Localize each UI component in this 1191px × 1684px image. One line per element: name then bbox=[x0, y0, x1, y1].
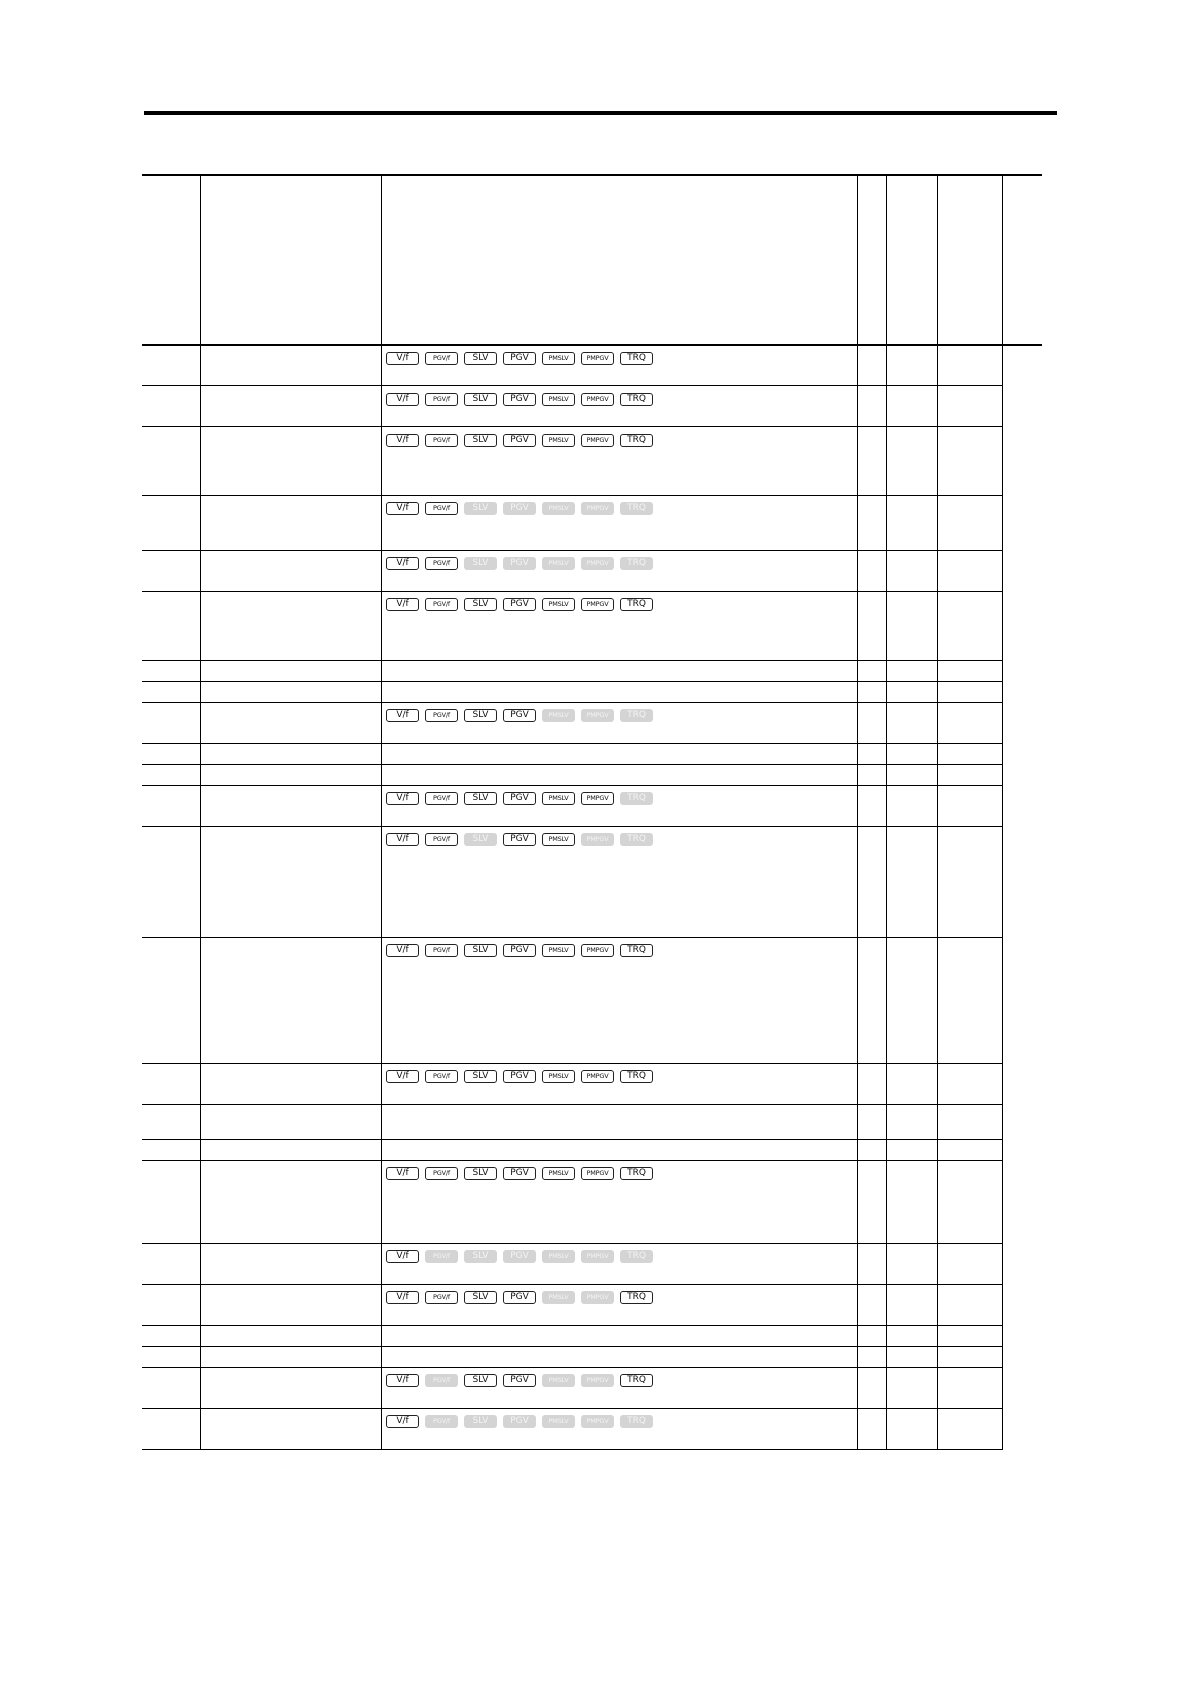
control-mode-badge: PGV bbox=[503, 833, 536, 846]
control-mode-badge: PMSLV bbox=[542, 1374, 575, 1387]
control-mode-badge: PMSLV bbox=[542, 709, 575, 722]
table-rule-horizontal bbox=[142, 1160, 1003, 1161]
control-mode-badges bbox=[386, 1250, 653, 1264]
control-mode-badge: PMSLV bbox=[542, 1250, 575, 1263]
control-mode-badge: V/f bbox=[386, 833, 419, 846]
control-mode-badge: PGV/f bbox=[425, 1167, 458, 1180]
control-mode-badge: V/f bbox=[386, 598, 419, 611]
table-rule-vertical bbox=[381, 174, 382, 1449]
control-mode-badge: TRQ bbox=[620, 502, 653, 515]
control-mode-badge: V/f bbox=[386, 557, 419, 570]
control-mode-badge: SLV bbox=[464, 1374, 497, 1387]
control-mode-badge: PGV/f bbox=[425, 792, 458, 805]
table-rule-horizontal bbox=[142, 681, 1003, 682]
control-mode-badge: PMPGV bbox=[581, 792, 614, 805]
table-rule-horizontal bbox=[142, 1104, 1003, 1105]
control-mode-badge: PGV bbox=[503, 502, 536, 515]
control-mode-badge: PMSLV bbox=[542, 352, 575, 365]
control-mode-badges bbox=[386, 502, 653, 516]
control-mode-badge: SLV bbox=[464, 1415, 497, 1428]
control-mode-badge: PMPGV bbox=[581, 393, 614, 406]
table-rule-horizontal bbox=[142, 1139, 1003, 1140]
control-mode-badge: PMPGV bbox=[581, 352, 614, 365]
control-mode-badge: PGV bbox=[503, 944, 536, 957]
control-mode-badge: PMSLV bbox=[542, 393, 575, 406]
table-rule-horizontal bbox=[142, 785, 1003, 786]
control-mode-badge: PMPGV bbox=[581, 944, 614, 957]
control-mode-badges bbox=[386, 944, 653, 958]
table-rule-horizontal bbox=[142, 591, 1003, 592]
control-mode-badge: TRQ bbox=[620, 1291, 653, 1304]
control-mode-badge: SLV bbox=[464, 1291, 497, 1304]
control-mode-badge: V/f bbox=[386, 393, 419, 406]
control-mode-badge: TRQ bbox=[620, 792, 653, 805]
control-mode-badge: TRQ bbox=[620, 1250, 653, 1263]
control-mode-badge: PMSLV bbox=[542, 502, 575, 515]
control-mode-badges bbox=[386, 1374, 653, 1388]
table-rule-vertical bbox=[1002, 344, 1003, 1449]
control-mode-badge: V/f bbox=[386, 434, 419, 447]
control-mode-badge: V/f bbox=[386, 1415, 419, 1428]
table-rule-horizontal bbox=[142, 1449, 1003, 1450]
table-rule-vertical bbox=[857, 174, 858, 1449]
control-mode-badge: PMSLV bbox=[542, 598, 575, 611]
table-rule-horizontal bbox=[381, 495, 943, 496]
control-mode-badge: V/f bbox=[386, 944, 419, 957]
control-mode-badge: PMPGV bbox=[581, 1291, 614, 1304]
control-mode-badges bbox=[386, 557, 653, 571]
control-mode-badge: V/f bbox=[386, 352, 419, 365]
control-mode-badge: PMSLV bbox=[542, 944, 575, 957]
control-mode-badge: TRQ bbox=[620, 598, 653, 611]
control-mode-badge: PMPGV bbox=[581, 833, 614, 846]
control-mode-badges bbox=[386, 792, 653, 806]
control-mode-badge: PGV bbox=[503, 393, 536, 406]
control-mode-badge: TRQ bbox=[620, 434, 653, 447]
control-mode-badges bbox=[386, 1291, 653, 1305]
control-mode-badges bbox=[386, 1167, 653, 1181]
control-mode-badge: PMPGV bbox=[581, 1250, 614, 1263]
table-rule-horizontal bbox=[142, 1346, 1003, 1347]
control-mode-badge: PGV bbox=[503, 1250, 536, 1263]
control-mode-badge: PGV bbox=[503, 1374, 536, 1387]
control-mode-badge: PMPGV bbox=[581, 557, 614, 570]
control-mode-badge: PGV/f bbox=[425, 352, 458, 365]
control-mode-badge: PGV bbox=[503, 352, 536, 365]
table-rule-horizontal bbox=[142, 764, 1003, 765]
control-mode-badge: PMSLV bbox=[542, 1291, 575, 1304]
control-mode-badges bbox=[386, 434, 653, 448]
control-mode-badge: PMPGV bbox=[581, 1374, 614, 1387]
table-rule-horizontal bbox=[142, 1063, 1003, 1064]
control-mode-badge: SLV bbox=[464, 598, 497, 611]
control-mode-badge: TRQ bbox=[620, 393, 653, 406]
table-rule-horizontal bbox=[142, 660, 1003, 661]
table-rule-horizontal bbox=[142, 550, 1003, 551]
control-mode-badge: SLV bbox=[464, 944, 497, 957]
control-mode-badge: V/f bbox=[386, 502, 419, 515]
control-mode-badge: PGV/f bbox=[425, 393, 458, 406]
table-rule-horizontal bbox=[142, 826, 1003, 827]
control-mode-badge: PMSLV bbox=[542, 792, 575, 805]
control-mode-badge: TRQ bbox=[620, 709, 653, 722]
table-rule-vertical bbox=[937, 174, 938, 1449]
control-mode-badge: SLV bbox=[464, 792, 497, 805]
control-mode-badge: SLV bbox=[464, 502, 497, 515]
control-mode-badge: TRQ bbox=[620, 944, 653, 957]
control-mode-badge: TRQ bbox=[620, 1167, 653, 1180]
control-mode-badge: PMPGV bbox=[581, 502, 614, 515]
control-mode-badge: TRQ bbox=[620, 352, 653, 365]
control-mode-badge: PMPGV bbox=[581, 434, 614, 447]
table-rule-horizontal bbox=[142, 174, 1042, 176]
control-mode-badge: PMPGV bbox=[581, 1415, 614, 1428]
table-rule-horizontal bbox=[142, 1408, 1003, 1409]
control-mode-badge: SLV bbox=[464, 393, 497, 406]
control-mode-badge: PMSLV bbox=[542, 557, 575, 570]
control-mode-badge: PGV bbox=[503, 434, 536, 447]
control-mode-badges bbox=[386, 1070, 653, 1084]
control-mode-badge: SLV bbox=[464, 1167, 497, 1180]
control-mode-badge: V/f bbox=[386, 709, 419, 722]
control-mode-badge: PMPGV bbox=[581, 598, 614, 611]
control-mode-badge: PGV/f bbox=[425, 709, 458, 722]
control-mode-badge: SLV bbox=[464, 1250, 497, 1263]
control-mode-badges bbox=[386, 1415, 653, 1429]
control-mode-badge: SLV bbox=[464, 709, 497, 722]
control-mode-badge: SLV bbox=[464, 557, 497, 570]
control-mode-badge: PGV bbox=[503, 1167, 536, 1180]
control-mode-badges bbox=[386, 393, 653, 407]
control-mode-badge: PGV bbox=[503, 1291, 536, 1304]
control-mode-badge: TRQ bbox=[620, 1070, 653, 1083]
table-rule-horizontal bbox=[142, 344, 1042, 346]
control-mode-badge: SLV bbox=[464, 1070, 497, 1083]
control-mode-badge: SLV bbox=[464, 352, 497, 365]
control-mode-badge: PMSLV bbox=[542, 833, 575, 846]
control-mode-badge: V/f bbox=[386, 1167, 419, 1180]
control-mode-badge: V/f bbox=[386, 1070, 419, 1083]
control-mode-badges bbox=[386, 352, 653, 366]
control-mode-badge: TRQ bbox=[620, 1374, 653, 1387]
table-rule-horizontal bbox=[142, 1325, 1003, 1326]
control-mode-badge: TRQ bbox=[620, 557, 653, 570]
control-mode-badge: PMSLV bbox=[542, 1415, 575, 1428]
table-rule-horizontal bbox=[200, 1367, 381, 1368]
control-mode-badge: SLV bbox=[464, 434, 497, 447]
control-mode-badge: PGV/f bbox=[425, 1250, 458, 1263]
table-rule-vertical bbox=[1002, 174, 1003, 344]
control-mode-badge: PGV bbox=[503, 1415, 536, 1428]
control-mode-badge: V/f bbox=[386, 792, 419, 805]
table-rule-horizontal bbox=[142, 385, 1003, 386]
table-rule-horizontal bbox=[142, 702, 1003, 703]
control-mode-badge: PGV/f bbox=[425, 944, 458, 957]
control-mode-badge: SLV bbox=[464, 833, 497, 846]
control-mode-badges bbox=[386, 598, 653, 612]
control-mode-badge: PMPGV bbox=[581, 1167, 614, 1180]
control-mode-badge: TRQ bbox=[620, 833, 653, 846]
control-mode-badge: PGV/f bbox=[425, 1070, 458, 1083]
table-rule-horizontal bbox=[142, 1243, 1003, 1244]
table-rule-horizontal bbox=[142, 426, 1003, 427]
table-rule-horizontal bbox=[142, 743, 1003, 744]
control-mode-badge: PGV bbox=[503, 598, 536, 611]
table-rule-horizontal bbox=[200, 1284, 381, 1285]
control-mode-badge: PGV/f bbox=[425, 833, 458, 846]
control-mode-badge: TRQ bbox=[620, 1415, 653, 1428]
control-mode-badge: V/f bbox=[386, 1291, 419, 1304]
control-mode-badge: V/f bbox=[386, 1250, 419, 1263]
control-mode-badge: PMSLV bbox=[542, 1070, 575, 1083]
control-mode-badge: PGV bbox=[503, 1070, 536, 1083]
control-mode-badge: PMPGV bbox=[581, 709, 614, 722]
table-rule-horizontal bbox=[142, 937, 1003, 938]
control-mode-badge: PMPGV bbox=[581, 1070, 614, 1083]
control-mode-badge: PGV/f bbox=[425, 434, 458, 447]
control-mode-badge: V/f bbox=[386, 1374, 419, 1387]
control-mode-badge: PMSLV bbox=[542, 434, 575, 447]
control-mode-badge: PMSLV bbox=[542, 1167, 575, 1180]
control-mode-badges bbox=[386, 709, 653, 723]
control-mode-badge: PGV bbox=[503, 792, 536, 805]
control-mode-badge: PGV/f bbox=[425, 1374, 458, 1387]
control-mode-badge: PGV/f bbox=[425, 1415, 458, 1428]
control-mode-badge: PGV/f bbox=[425, 598, 458, 611]
control-mode-badge: PGV/f bbox=[425, 1291, 458, 1304]
control-mode-badge: PGV bbox=[503, 557, 536, 570]
table-rule-vertical bbox=[200, 174, 201, 1449]
control-mode-badge: PGV/f bbox=[425, 557, 458, 570]
control-mode-badge: PGV bbox=[503, 709, 536, 722]
control-mode-badge: PGV/f bbox=[425, 502, 458, 515]
control-mode-badges bbox=[386, 833, 653, 847]
table-rule-vertical bbox=[886, 174, 887, 1449]
